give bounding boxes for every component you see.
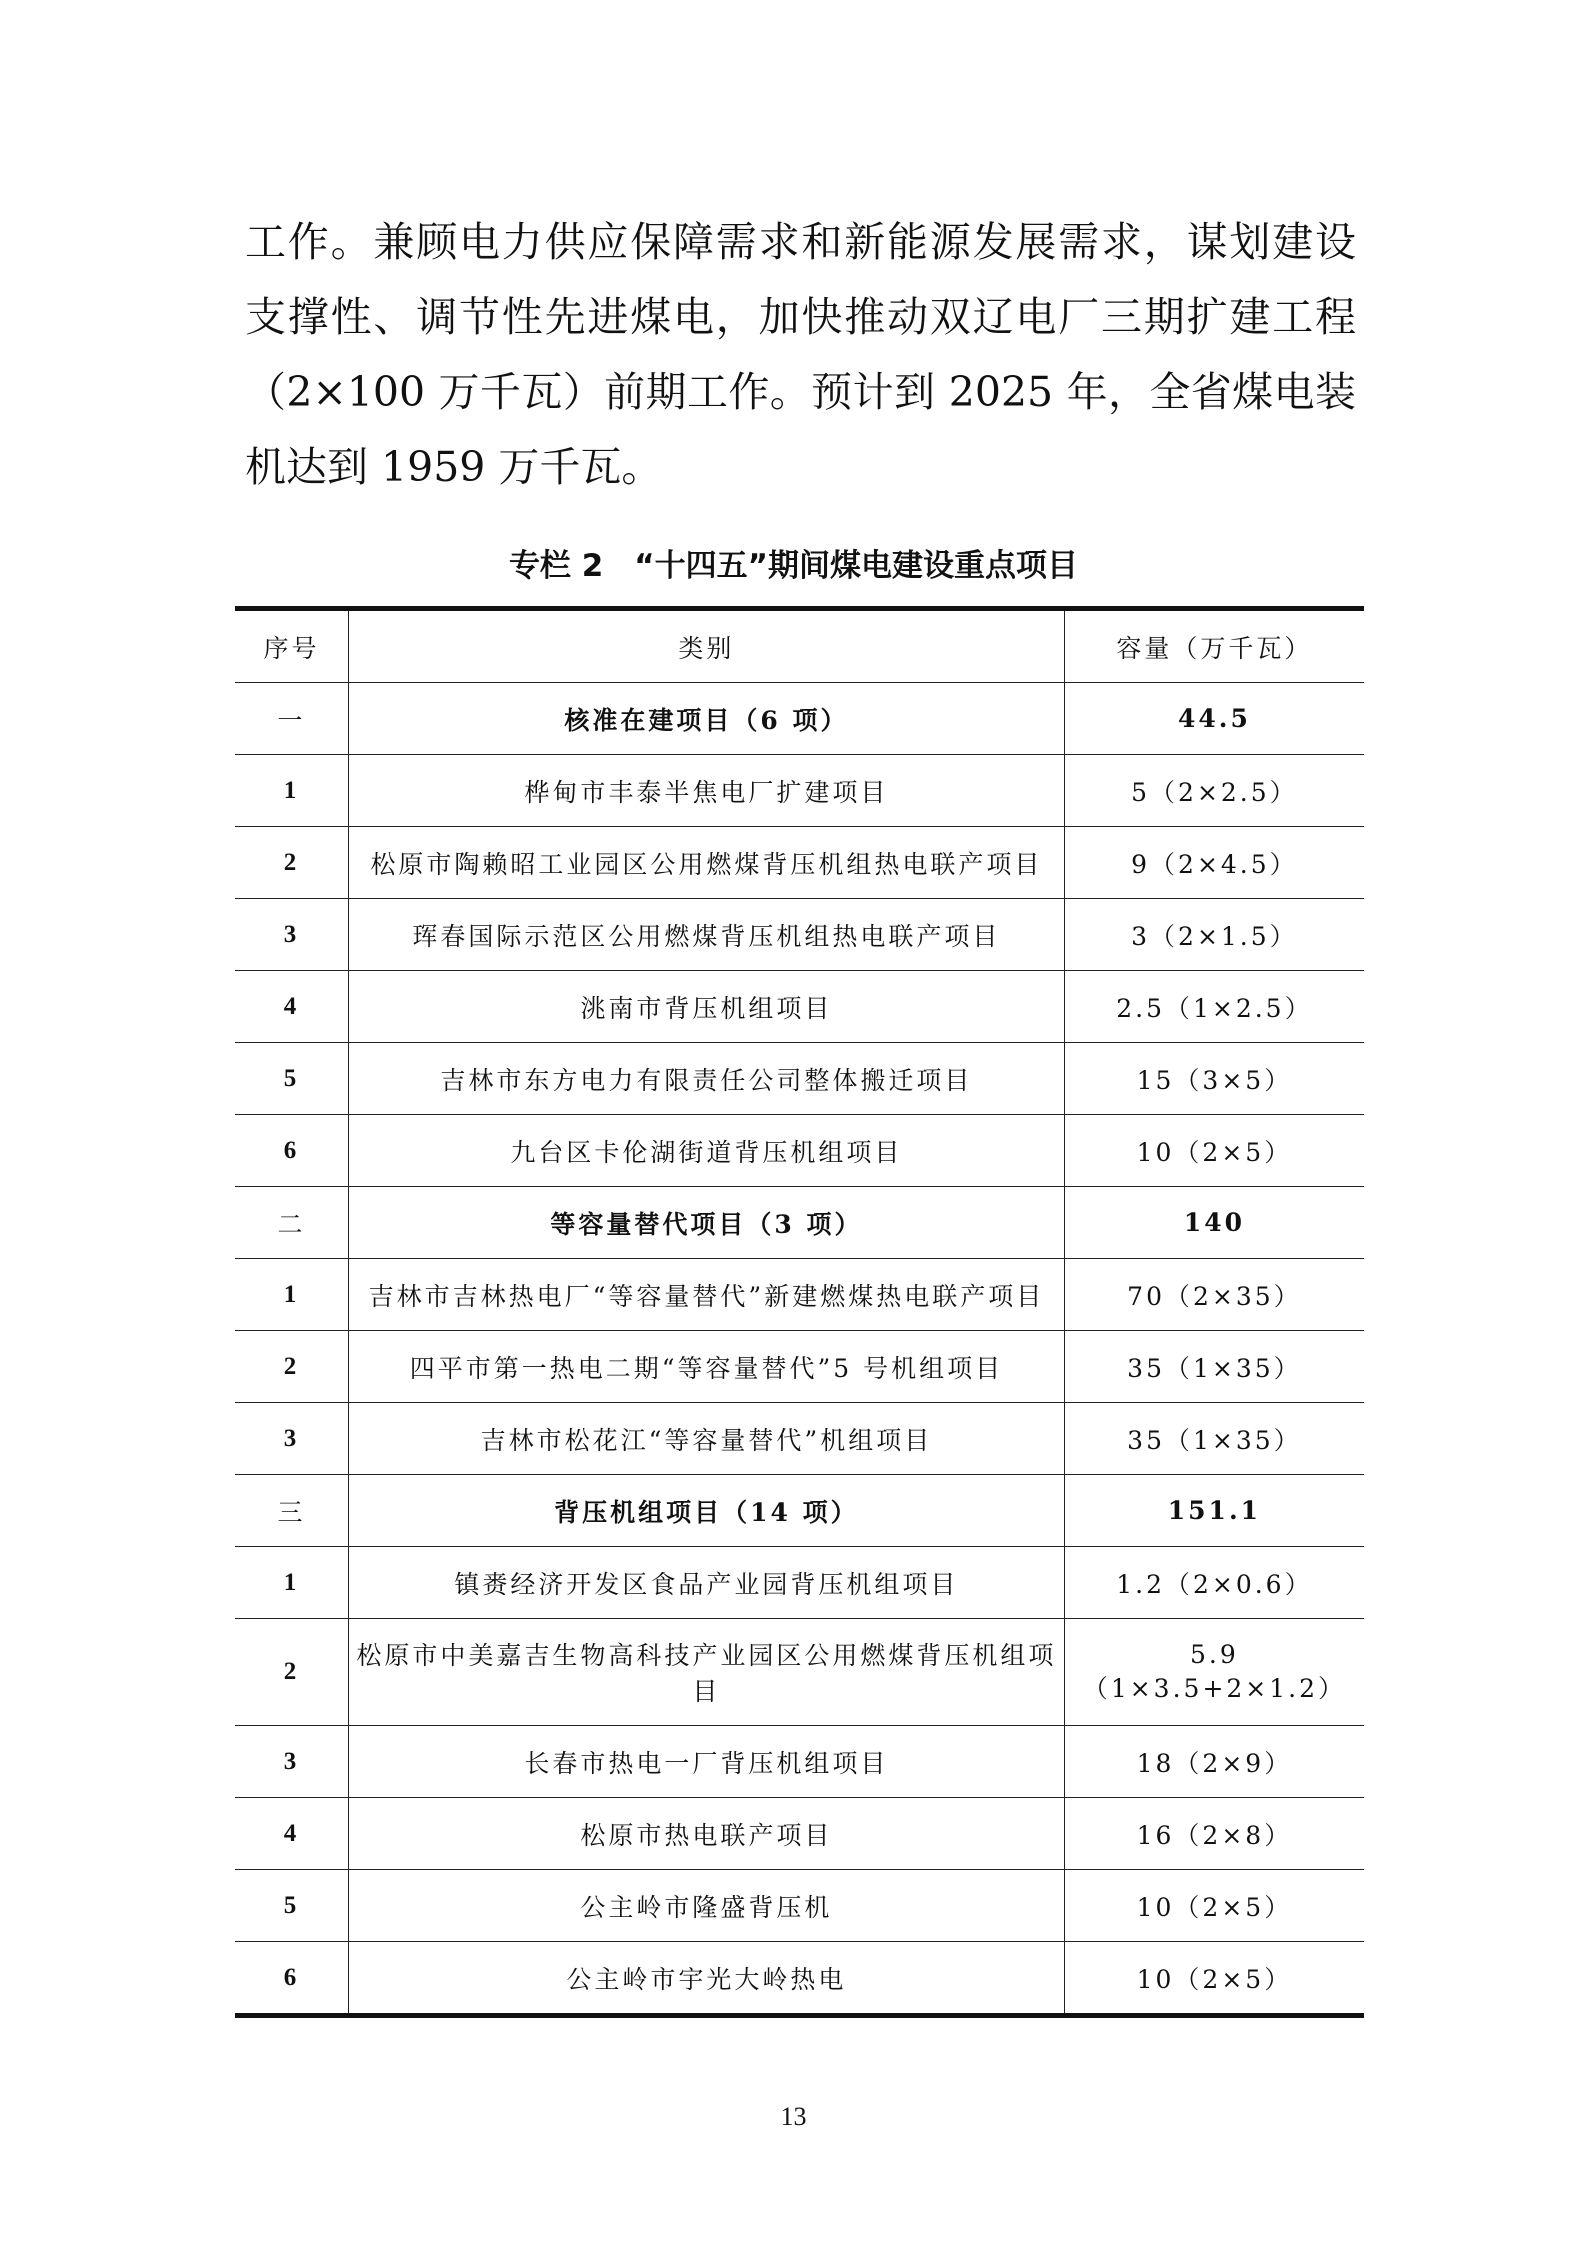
table-group-row [235,1187,1364,1259]
cell-capacity: 18（2×9） [1064,1726,1364,1798]
table-row [235,971,1364,1043]
table-row [235,755,1364,827]
cell-number: 4 [235,1798,349,1870]
cell-capacity: 1.2（2×0.6） [1064,1547,1364,1619]
cell-category: 公主岭市宇光大岭热电 [349,1942,1065,2016]
cell-category: 九台区卡伦湖街道背压机组项目 [349,1115,1065,1187]
cell-capacity: 10（2×5） [1064,1870,1364,1942]
cell-category: 吉林市松花江“等容量替代”机组项目 [349,1403,1065,1475]
table-row [235,1547,1364,1619]
cell-number: 5 [235,1043,349,1115]
table-row [235,1259,1364,1331]
header-no: 序号 [235,609,349,683]
table-row [235,1619,1364,1726]
table-caption: 专栏 2 “十四五”期间煤电建设重点项目 [508,548,1079,584]
cell-capacity: 10（2×5） [1064,1115,1364,1187]
table-header-row [235,609,1364,683]
cell-number: 1 [235,1259,349,1331]
cell-category: 吉林市东方电力有限责任公司整体搬迁项目 [349,1043,1065,1115]
cell-category: 背压机组项目（14 项） [349,1475,1065,1547]
cell-category: 核准在建项目（6 项） [349,683,1065,755]
cell-number: 3 [235,1403,349,1475]
cell-category: 等容量替代项目（3 项） [349,1187,1065,1259]
table-row [235,1870,1364,1942]
cell-category: 洮南市背压机组项目 [349,971,1065,1043]
cell-number: 3 [235,1726,349,1798]
header-category: 类别 [349,609,1065,683]
cell-capacity: 70（2×35） [1064,1259,1364,1331]
cell-number: 1 [235,755,349,827]
table-group-row [235,683,1364,755]
cell-capacity: 15（3×5） [1064,1043,1364,1115]
table-row [235,1331,1364,1403]
table-row [235,1115,1364,1187]
cell-number: 4 [235,971,349,1043]
paragraph-line: 支撑性、调节性先进煤电，加快推动双辽电厂三期扩建工程 [245,293,1356,341]
cell-capacity: 5（2×2.5） [1064,755,1364,827]
cell-category: 镇赉经济开发区食品产业园背压机组项目 [349,1547,1065,1619]
cell-number: 一 [235,683,349,755]
table-row [235,827,1364,899]
cell-number: 2 [235,1619,349,1726]
paragraph-line: 机达到 1959 万千瓦。 [245,443,663,491]
cell-capacity: 140 [1064,1187,1364,1259]
cell-capacity: 10（2×5） [1064,1942,1364,2016]
cell-category: 松原市中美嘉吉生物高科技产业园区公用燃煤背压机组项目 [349,1619,1065,1726]
cell-number: 6 [235,1115,349,1187]
cell-category: 珲春国际示范区公用燃煤背压机组热电联产项目 [349,899,1065,971]
table-row [235,1043,1364,1115]
cell-number: 1 [235,1547,349,1619]
cell-category: 四平市第一热电二期“等容量替代”5 号机组项目 [349,1331,1065,1403]
paragraph-line: 工作。兼顾电力供应保障需求和新能源发展需求，谋划建设 [245,218,1356,266]
cell-capacity: 35（1×35） [1064,1403,1364,1475]
cell-capacity: 5.9（1×3.5+2×1.2） [1064,1619,1364,1726]
table-row [235,899,1364,971]
cell-number: 3 [235,899,349,971]
cell-category: 桦甸市丰泰半焦电厂扩建项目 [349,755,1065,827]
cell-category: 吉林市吉林热电厂“等容量替代”新建燃煤热电联产项目 [349,1259,1065,1331]
table-group-row [235,1475,1364,1547]
cell-number: 三 [235,1475,349,1547]
table-row [235,1942,1364,2016]
page-number: 13 [780,2102,807,2131]
body-paragraph [245,205,1356,505]
cell-capacity: 3（2×1.5） [1064,899,1364,971]
cell-category: 松原市热电联产项目 [349,1798,1065,1870]
paragraph-line: （2×100 万千瓦）前期工作。预计到 2025 年，全省煤电装 [245,368,1356,416]
cell-number: 2 [235,827,349,899]
projects-table [235,606,1364,2018]
table-row [235,1403,1364,1475]
cell-number: 二 [235,1187,349,1259]
cell-number: 2 [235,1331,349,1403]
cell-capacity: 44.5 [1064,683,1364,755]
cell-capacity: 151.1 [1064,1475,1364,1547]
cell-category: 公主岭市隆盛背压机 [349,1870,1065,1942]
table-row [235,1726,1364,1798]
cell-category: 长春市热电一厂背压机组项目 [349,1726,1065,1798]
cell-capacity: 16（2×8） [1064,1798,1364,1870]
cell-number: 6 [235,1942,349,2016]
table-row [235,1798,1364,1870]
header-capacity: 容量（万千瓦） [1064,609,1364,683]
cell-capacity: 35（1×35） [1064,1331,1364,1403]
cell-capacity: 2.5（1×2.5） [1064,971,1364,1043]
cell-number: 5 [235,1870,349,1942]
cell-capacity: 9（2×4.5） [1064,827,1364,899]
cell-category: 松原市陶赖昭工业园区公用燃煤背压机组热电联产项目 [349,827,1065,899]
